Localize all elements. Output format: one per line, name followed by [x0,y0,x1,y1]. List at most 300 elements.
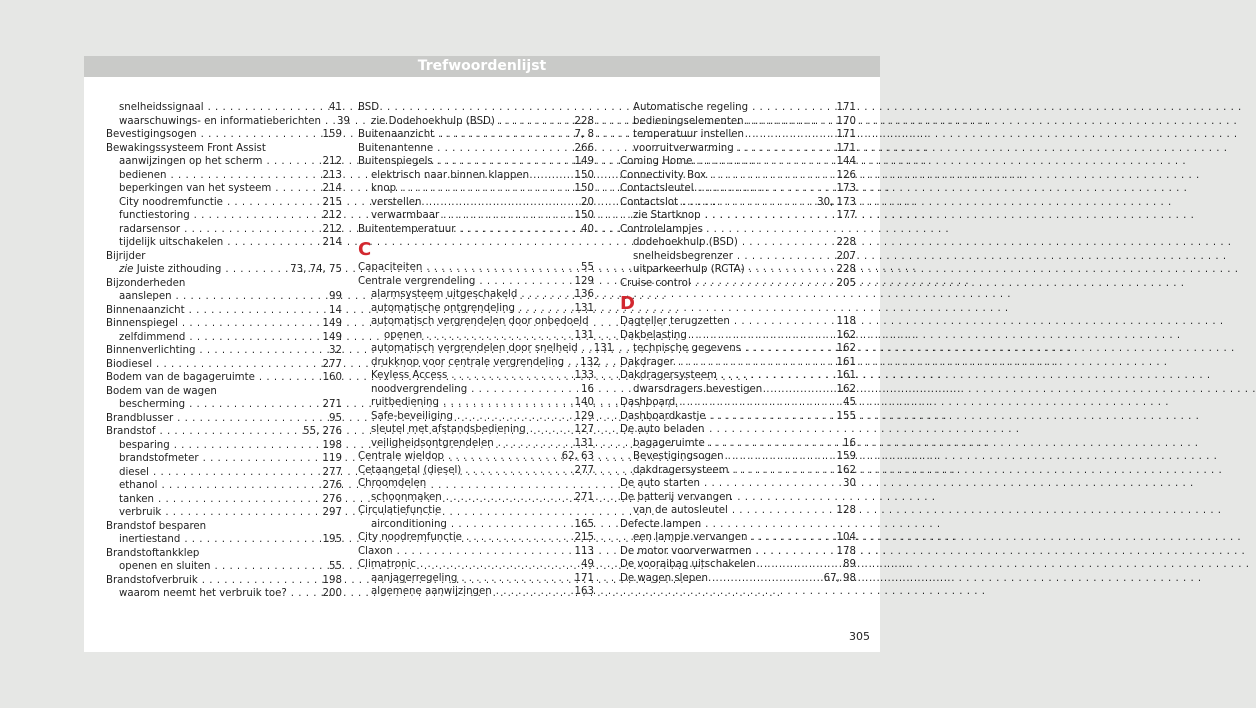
entry-label: De vooraibag uitschakelen [620,559,756,570]
index-entry [620,410,856,424]
page-reference: 205 [836,277,856,289]
entry-label: technische gegevens [633,343,742,354]
page-reference: 149 [574,156,594,167]
page-reference: 171 [836,142,856,154]
index-entry [106,466,342,480]
index-entry [358,356,600,370]
dot-leader [742,236,833,250]
index-entry [358,261,594,275]
page-reference: 195 [322,534,342,545]
entry-label: Keyless Access [371,370,448,381]
index-entry [106,412,342,426]
dot-leader [705,209,833,223]
dot-leader [400,182,570,196]
index-heading [620,518,856,532]
page-reference: 215 [574,532,594,543]
dot-leader [533,169,570,183]
entry-label: snelheidsbegrenzer [633,250,733,262]
index-entry [620,115,856,129]
index-heading [358,504,594,518]
page-reference: 207 [836,250,856,262]
page-reference: 55 [581,262,594,273]
page-reference: 30, 173 [817,196,856,208]
dot-leader [443,396,571,410]
dot-leader [461,572,570,586]
page-reference: 16 [843,437,856,449]
entry-label: De motor voorverwarmen [620,545,752,557]
entry-label: Coming Home [620,156,693,167]
dot-leader [698,182,833,196]
page-reference: 276 [322,493,342,505]
dot-leader [259,371,319,385]
entry-label: Buitenaanzicht [358,129,435,140]
entry-label-group [119,263,221,277]
index-entry [620,155,856,169]
page-reference: 128 [836,505,856,516]
page-reference: 136 [574,289,594,300]
index-entry [106,371,342,385]
index-entry [358,531,594,545]
dot-leader [457,410,571,424]
index-entry [620,383,856,397]
page-reference: 271 [574,491,594,503]
entry-label: elektrisch naar binnen klappen [371,169,530,181]
index-entry [106,439,342,453]
index-heading [620,491,856,505]
dot-leader [498,437,571,451]
dot-leader [738,142,833,156]
dot-leader [189,304,325,318]
dot-leader [479,275,570,289]
dot-leader [704,477,839,491]
entry-label: De batterij vervangen [620,491,732,503]
page-reference: 149 [322,331,342,343]
entry-label: Contactslot [620,196,679,208]
index-entry [620,101,856,115]
entry-label: City noodremfunctie [358,532,462,543]
page-reference: 62, 63 [561,451,594,462]
index-entry [106,506,342,520]
entry-label: tijdelijk uitschakelen [119,237,224,248]
page-reference: 161 [836,356,856,368]
index-entry [106,196,342,210]
dot-leader [712,572,820,586]
entry-label: Dashboardkastje [620,410,706,422]
page-reference: 214 [322,237,342,248]
entry-label: Chroomdelen [358,478,427,489]
page-reference: 213 [322,169,342,181]
dot-leader [521,288,570,302]
index-column-1 [106,101,350,601]
entry-label: alarmsysteem uitgeschakeld [371,289,518,300]
dot-leader [568,356,576,370]
entry-label: Dakdrager [620,356,674,368]
entry-label: aanwijzingen op het scherm [119,156,263,167]
entry-label: ethanol [119,480,158,491]
dot-leader [426,329,570,343]
entry-label: automatische ontgrendeling [371,302,515,314]
page-reference: 55 [329,561,342,572]
dot-leader [696,155,832,169]
page-reference: 165 [574,518,594,530]
index-entry [106,425,342,439]
entry-label: Bijzonderheden [106,277,186,289]
index-entry [620,450,856,464]
page-reference: 162 [836,464,856,476]
entry-label: Biodiesel [106,358,153,370]
dot-leader [734,315,833,329]
entry-label: bedienen [119,169,167,181]
page-reference: 155 [836,410,856,422]
index-heading [358,315,594,329]
index-entry [106,169,342,183]
page-reference: 178 [836,545,856,557]
entry-label: BSD [358,102,380,113]
index-entry [358,342,614,356]
page-reference: 171 [836,102,856,113]
entry-label: beperkingen van het systeem [119,183,272,194]
entry-label: Dashboard [620,397,676,408]
dot-leader [153,466,319,480]
page-reference: 277 [574,464,594,476]
entry-label: City noodremfunctie [119,196,223,208]
dot-leader [165,506,318,520]
entry-label: Bodem van de wagen [106,385,217,397]
page-reference: 55, 276 [303,426,342,437]
entry-label: Binnenaanzicht [106,304,185,316]
entry-label: zie Dodehoekhulp (BSD) [371,115,495,127]
page-reference: 198 [322,439,342,451]
entry-label: verstellen [371,196,422,208]
dot-leader [748,115,833,129]
page-reference: 14 [329,304,342,316]
entry-label: Bodem van de bagageruimte [106,372,255,383]
index-entry [620,504,856,518]
page-reference: 171 [574,572,594,584]
page-reference: 159 [836,451,856,462]
entry-label: De auto beladen [620,424,705,435]
entry-label: Bijrijder [106,250,146,262]
entry-label: drukknop voor centrale vergrendeling [371,356,565,368]
page-reference: 200 [322,588,342,599]
entry-label: Circulatiefunctie [358,505,442,516]
index-entry [620,128,856,142]
entry-label: schoonmaken [371,491,442,503]
entry-label: openen [384,329,423,341]
dot-leader [325,115,333,129]
index-entry [620,209,856,223]
dot-leader [695,277,833,291]
index-entry [106,398,342,412]
dot-leader [426,261,577,275]
dot-leader [751,531,832,545]
dot-leader [756,545,833,559]
entry-label: openen en sluiten [119,561,211,572]
page-reference: 212 [322,156,342,167]
dot-leader [203,452,319,466]
entry-label: Bewakingssysteem Front Assist [106,142,266,154]
entry-label: bedieningselementen [633,115,744,127]
index-entry [106,574,342,588]
page-reference: 173 [836,183,856,194]
index-entry [358,155,594,169]
see-reference: zie [119,264,134,275]
index-entry [620,572,856,586]
index-entry [106,344,342,358]
entry-label: Cetaangetal (diesel) [358,464,462,476]
page-reference: 228 [574,115,594,127]
dot-leader [682,196,813,210]
page-reference: 131 [593,343,614,354]
index-entry [106,290,342,304]
index-entry [106,209,342,223]
dot-leader [170,169,318,183]
entry-label: snelheidssignaal [119,102,204,113]
entry-label: temperatuur instellen [633,129,744,140]
dot-leader [582,342,590,356]
dot-leader [189,398,318,412]
index-entry [106,587,342,601]
dot-leader [459,223,577,237]
dot-leader [189,331,318,345]
page-reference: 127 [574,424,594,435]
dot-leader [710,169,833,183]
index-entry [358,410,594,424]
page-reference: 49 [581,559,594,570]
page-reference: 162 [836,343,856,354]
page-reference: 162 [836,383,856,395]
entry-label: Dagteller terugzetten [620,316,730,327]
page-reference: 228 [836,264,856,275]
entry-label: Centrale vergrendeling [358,275,476,287]
entry-label: van de autosleutel [633,505,728,516]
dot-leader [177,412,325,426]
entry-label: knop [371,183,397,194]
index-entry [106,223,342,237]
index-entry [358,518,594,532]
page-title: Trefwoordenlijst [84,56,880,77]
dot-leader [496,585,571,599]
index-entry [620,545,856,559]
dot-leader [466,531,571,545]
entry-label: inertiestand [119,534,181,545]
entry-label: tanken [119,493,154,505]
index-heading [358,101,594,115]
entry-label: Bevestigingsogen [106,129,197,140]
entry-label: Brandstoftankklep [106,547,200,559]
page-reference: 161 [836,370,856,381]
entry-label: Bevestigingsogen [633,451,724,462]
page-reference: 89 [843,559,856,570]
dot-leader [766,383,832,397]
index-entry [358,464,594,478]
entry-label: Contactsleutel [620,183,694,194]
entry-label: Binnenspiegel [106,318,178,329]
page-reference: 99 [329,291,342,302]
page-reference: 297 [322,507,342,518]
dot-leader [679,396,839,410]
index-entry [358,545,594,559]
index-entry [358,223,594,237]
page-reference: 170 [836,115,856,127]
entry-label: een lampje vervangen [633,532,748,543]
dot-leader [425,196,577,210]
dot-leader [448,450,558,464]
entry-label: dakdragersysteem [633,464,729,476]
entry-label: Claxon [358,545,393,557]
dot-leader [446,491,571,505]
index-entry [620,356,856,370]
entry-label: brandstofmeter [119,453,199,464]
dot-leader [678,356,833,370]
dot-leader [709,437,839,451]
page-reference: 163 [574,586,594,597]
entry-label: verwarmbaar [371,210,440,221]
index-entry [358,491,594,505]
entry-label: veiligheidsontgrendelen [371,437,494,449]
entry-label: Capaciteiten [358,262,423,273]
dot-leader [437,155,571,169]
index-entry [358,302,594,316]
index-heading [358,477,594,491]
dot-leader [710,410,833,424]
page-reference: 198 [322,574,342,586]
index-entry [620,263,856,277]
dot-leader [158,493,319,507]
page-reference: 171 [836,129,856,140]
entry-label: Brandstof [106,426,156,437]
dot-leader [225,263,286,277]
page-reference: 215 [322,196,342,208]
dot-leader [266,155,318,169]
dot-leader [465,464,570,478]
page-reference: 271 [322,399,342,410]
entry-label: functiestoring [119,210,190,221]
index-heading [106,385,342,399]
dot-leader [199,344,325,358]
index-entry [620,315,856,329]
entry-label: dwarsdragers bevestigen [633,383,763,395]
page-reference: 228 [836,237,856,248]
entry-label: De auto starten [620,478,700,489]
page-reference: 133 [574,370,594,381]
entry-label: Connectivity Box [620,169,707,181]
dot-leader [227,236,318,250]
page-reference: 45 [843,397,856,408]
dot-leader [728,450,833,464]
dot-leader [208,101,325,115]
page-reference: 41 [329,102,342,113]
entry-label: zie Startknop [633,210,701,221]
index-entry [358,572,594,586]
entry-label: radarsensor [119,223,181,235]
entry-label: voorruitverwarming [633,142,734,154]
entry-label: uitparkeerhulp (RCTA) [633,264,745,275]
dot-leader [499,115,571,129]
index-entry [358,209,594,223]
index-entry [358,383,594,397]
entry-label: noodvergrendeling [371,383,468,395]
dot-leader [215,560,326,574]
index-entry [358,169,594,183]
dot-leader [184,533,318,547]
index-entry [358,369,594,383]
index-column-2 [358,101,614,599]
page-reference: 131 [574,329,594,341]
page-reference: 144 [836,156,856,167]
dot-leader [201,128,319,142]
dot-leader [438,128,570,142]
page-reference: 113 [574,545,594,557]
index-entry [620,277,856,291]
index-entry [358,196,594,210]
page-reference: 32 [329,345,342,356]
index-heading [620,423,856,437]
page-reference: 131 [574,302,594,314]
dot-leader [443,209,570,223]
index-entry [358,275,594,289]
entry-label: Climatronic [358,559,417,570]
page-reference: 126 [836,169,856,181]
index-entry [358,128,594,142]
entry-label: Dakdragersysteem [620,370,717,381]
dot-leader [174,439,319,453]
entry-label: besparing [119,439,170,451]
index-entry [620,250,856,264]
page-reference: 131 [574,437,594,449]
entry-label: Cruise control [620,277,691,289]
entry-label: waarom neemt het verbruik toe? [119,588,287,599]
index-entry [620,477,856,491]
entry-label: zelfdimmend [119,331,186,343]
entry-label: verbruik [119,507,162,518]
entry-label: Buitenantenne [358,142,434,154]
dot-leader [194,209,319,223]
dot-leader [420,558,577,572]
index-entry [620,531,856,545]
entry-label: sleutel met afstandsbediening [371,424,526,435]
index-column-3 [620,101,856,585]
dot-leader [202,574,319,588]
entry-label: algemene aanwijzingen [371,586,492,597]
page-reference: 39 [337,115,350,127]
entry-label: De wagen slepen [620,572,708,584]
entry-label: Juiste zithouding [136,264,222,275]
index-entry [358,450,594,464]
index-entry [620,182,856,196]
index-entry [358,115,594,129]
page-reference: 129 [574,275,594,287]
page-reference: 129 [574,410,594,422]
dot-leader [760,558,839,572]
entry-label: Controlelampjes [620,223,703,235]
index-entry [358,288,594,302]
index-entry [358,558,594,572]
page-reference: 67, 98 [823,572,856,584]
dot-leader [471,383,577,397]
page-reference: 95 [329,412,342,424]
page-reference: 150 [574,210,594,221]
index-heading [106,547,342,561]
index-entry [358,142,594,156]
page-reference: 212 [322,210,342,221]
index-entry [106,182,342,196]
entry-label: Binnenverlichting [106,345,196,356]
index-entry [620,169,856,183]
dot-leader [451,518,571,532]
index-entry [620,342,856,356]
entry-label: waarschuwings- en informatieberichten [119,115,322,127]
